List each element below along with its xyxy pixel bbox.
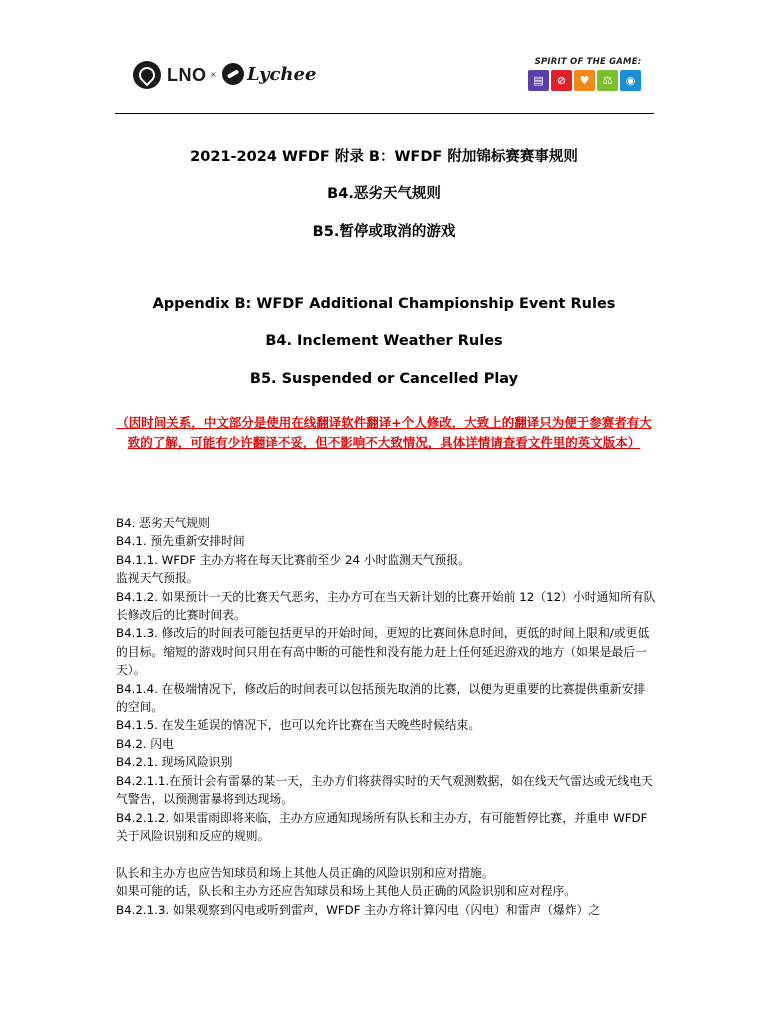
title-en-b4: B4. Inclement Weather Rules bbox=[265, 333, 503, 349]
spirit-of-the-game-logo bbox=[528, 57, 648, 91]
title-cn-appendix: 2021-2024 WFDF 附录 B：WFDF 附加锦标赛赛事规则 bbox=[190, 149, 578, 165]
body-paragraph: 队长和主办方也应告知球员和场上其他人员正确的风险识别和应对措施。 bbox=[116, 865, 494, 880]
spirit-icon-row bbox=[528, 70, 648, 91]
spirit-title: SPIRIT OF THE GAME: bbox=[534, 57, 642, 67]
body-paragraph: B4. 恶劣天气规则 bbox=[116, 516, 210, 530]
body-paragraph: B4.1.2. 如果预计一天的比赛天气恶劣，主办方可在当天新计划的比赛开始前 12（12）小时通知所有队长修改后的比赛时间表。 bbox=[116, 589, 656, 623]
body-paragraph: B4.2. 闪电 bbox=[116, 736, 174, 751]
body-paragraph: B4.2.1.2. 如果雷雨即将来临，主办方应通知现场所有队长和主办方，有可能暂停比赛，并重申 WFDF 关于风险识别和反应的规则。 bbox=[116, 810, 648, 843]
fouls-icon: ⊘ bbox=[551, 70, 572, 91]
title-en-b5: B5. Suspended or Cancelled Play bbox=[249, 371, 519, 387]
collab-times-sign: × bbox=[210, 70, 217, 79]
title-cn-b4: B4.恶劣天气规则 bbox=[327, 186, 441, 202]
lno-leaf-icon bbox=[133, 61, 161, 89]
rules-icon: ▤ bbox=[528, 70, 549, 91]
body-paragraph: B4.2.1.3. 如果观察到闪电或听到雷声，WFDF 主办方将计算闪电（闪电）和雷声（爆炸）之 bbox=[116, 902, 601, 917]
body-paragraph: B4.2.1. 现场风险识别 bbox=[116, 755, 233, 770]
paragraph-gap bbox=[116, 845, 656, 863]
rules-body bbox=[116, 514, 656, 919]
body-paragraph: B4.1.3. 修改后的时间表可能包括更早的开始时间，更短的比赛间休息时间，更低的时间上限和/或更低的目标。缩短的游戏时间只用在有高中断的可能性和没有能力赶上任何延迟游戏的地方（如果是最后一天）。 bbox=[116, 626, 650, 678]
body-paragraph: 如果可能的话，队长和主办方还应告知球员和场上其他人员正确的风险识别和应对程序。 bbox=[116, 884, 577, 899]
page-header bbox=[0, 0, 768, 116]
lychee-disc-icon bbox=[222, 63, 244, 85]
body-paragraph: 监视天气预报。 bbox=[116, 571, 199, 586]
body-paragraph: B4.2.1.1.在预计会有雷暴的某一天，主办方们将获得实时的天气观测数据，如在线天气雷达或无线电天气警告，以预测雷暴将到达现场。 bbox=[116, 773, 653, 807]
header-divider bbox=[115, 113, 654, 114]
body-paragraph: B4.1. 预先重新安排时间 bbox=[116, 534, 245, 549]
communication-icon: ◉ bbox=[620, 70, 641, 91]
title-en-appendix: Appendix B: WFDF Additional Championship Event Rules bbox=[152, 296, 616, 312]
lno-logo bbox=[133, 61, 207, 89]
lno-wordmark: LNO bbox=[167, 64, 207, 85]
lychee-logo bbox=[222, 63, 316, 85]
body-paragraph: B4.1.5. 在发生延误的情况下，也可以允许比赛在当天晚些时候结束。 bbox=[116, 718, 481, 733]
title-cn-b5: B5.暂停或取消的游戏 bbox=[312, 224, 456, 240]
lychee-wordmark: Lychee bbox=[247, 63, 317, 85]
fair-minded-icon: ♥ bbox=[574, 70, 595, 91]
attitude-icon: ⚖ bbox=[597, 70, 618, 91]
translation-notice: （因时间关系，中文部分是使用在线翻译软件翻译+个人修改，大致上的翻译只为便于参赛者有大致的了解，可能有少许翻译不妥，但不影响不大致情况，具体详情请查看文件里的英文版本） bbox=[116, 415, 652, 450]
body-paragraph: B4.1.4. 在极端情况下，修改后的时间表可以包括预先取消的比赛，以便为更重要的比赛提供重新安排的空间。 bbox=[116, 681, 646, 715]
body-paragraph: B4.1.1. WFDF 主办方将在每天比赛前至少 24 小时监测天气预报。 bbox=[116, 552, 470, 567]
